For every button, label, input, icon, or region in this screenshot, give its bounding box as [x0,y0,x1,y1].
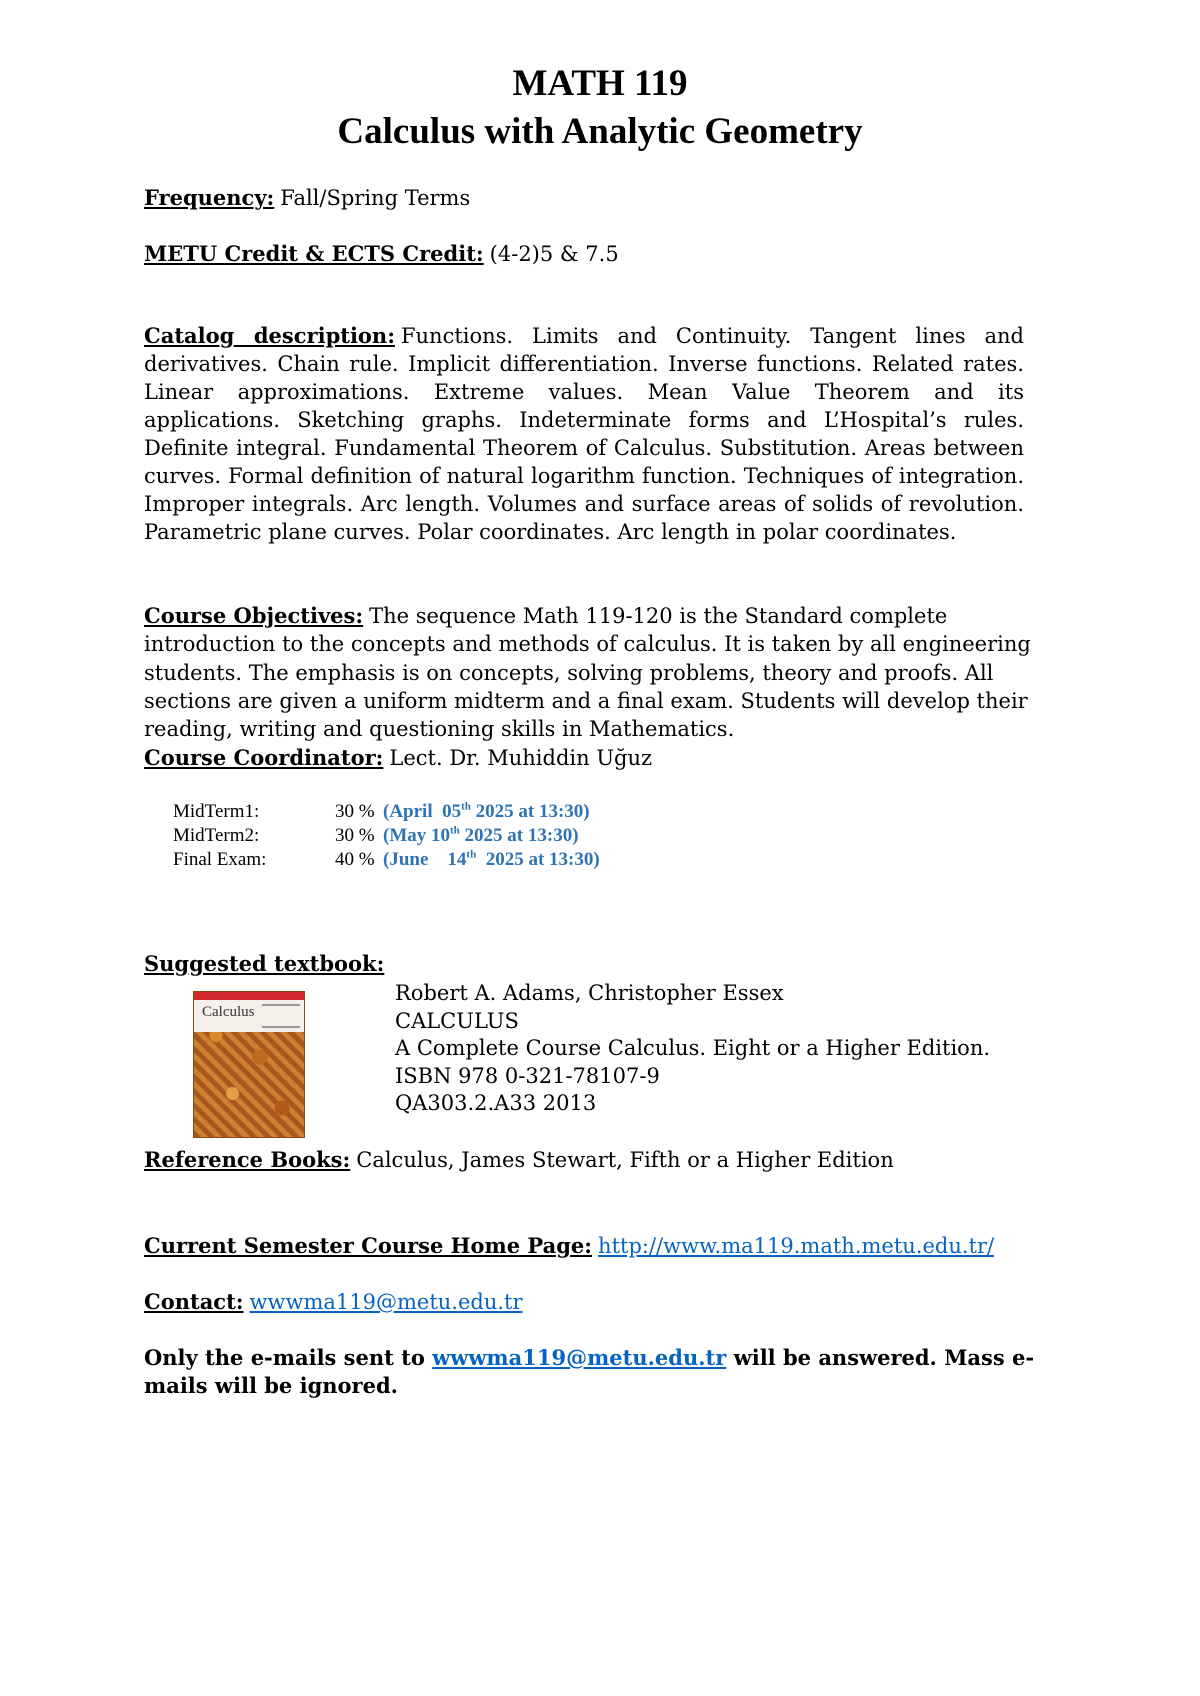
textbook-subtitle: A Complete Course Calculus. Eight or a Higher Edition. [395,1036,991,1060]
course-title: Calculus with Analytic Geometry [337,111,863,152]
email-note [144,1344,1074,1400]
grading-date: (April 05th 2025 at 13:30) [383,800,590,822]
grading-date: (May 10th 2025 at 13:30) [383,824,579,846]
homepage-row [144,1232,994,1260]
coordinator-label: Course Coordinator: [144,745,384,770]
grading-percent: 30 % [335,825,375,846]
textbook-heading [144,950,384,978]
note-text-post: will be answered. Mass e-mails will be ignored. [144,1345,1035,1398]
textbook-isbn: ISBN 978 0-321-78107-9 [395,1063,660,1088]
coordinator-value: Lect. Dr. Muhiddin Uğuz [389,746,653,770]
reference-label: Reference Books: [144,1147,351,1172]
contact-label: Contact: [144,1289,244,1314]
grading-date: (June 14th 2025 at 13:30) [383,848,600,870]
grading-name: Final Exam: [173,849,267,870]
course-code: MATH 119 [512,63,688,104]
course-objectives [144,602,1074,743]
catalog-label: Catalog description: [144,323,395,348]
grading-row [173,824,600,848]
frequency-value: Fall/Spring Terms [280,186,471,210]
reference-value: Calculus, James Stewart, Fifth or a Higher Edition [356,1148,894,1172]
frequency-label: Frequency: [144,185,275,210]
credit-value: (4-2)5 & 7.5 [489,242,619,266]
note-email-link[interactable]: wwwma119@metu.edu.tr [432,1345,727,1370]
cover-band [194,992,304,1000]
homepage-link[interactable]: http://www.ma119.math.metu.edu.tr/ [598,1234,995,1258]
grading-row [173,848,600,872]
grading-row [173,800,600,824]
textbook-authors: Robert A. Adams, Christopher Essex [395,981,784,1005]
grading-percent: 40 % [335,849,375,870]
grading-percent: 30 % [335,801,375,822]
reference-row [144,1146,894,1174]
textbook-details [395,980,990,1118]
homepage-label: Current Semester Course Home Page: [144,1233,593,1258]
objectives-label: Course Objectives: [144,603,364,628]
textbook-title: CALCULUS [395,1008,519,1033]
frequency-row [144,184,470,212]
cover-title: Calculus [202,1004,255,1020]
grading-name: MidTerm1: [173,801,260,822]
textbook-call-number: QA303.2.A33 2013 [395,1091,597,1115]
contact-row [144,1288,523,1316]
catalog-description [144,322,1024,546]
grading-name: MidTerm2: [173,825,260,846]
catalog-text: Functions. Limits and Continuity. Tangent lines and derivatives. Chain rule. Implicit differentiation. Inverse functions. Related rates. Linear approximations. Extreme values. Mean Value Theorem and its applications. Sketching graphs. Indeterminate forms and L’Hospital’s rules. Definite integral. Fundamental Theorem of Calculus. Substitution. Areas between curves. Formal definition of natural logarithm function. Techniques of integration. Improper integrals. Arc length. Volumes and surface areas of solids of revolution. Parametric plane curves. Polar coordinates. Arc length in polar coordinates. [144,324,1024,544]
credit-row [144,240,619,268]
note-text-pre: Only the e-mails sent to [144,1345,433,1370]
grading-table [173,800,600,872]
textbook-cover-image [193,991,305,1138]
coordinator-row [144,744,652,772]
textbook-label: Suggested textbook: [144,951,385,976]
cover-author-lines [262,1004,300,1028]
contact-email-link[interactable]: wwwma119@metu.edu.tr [249,1290,523,1314]
objectives-text: The sequence Math 119-120 is the Standard complete introduction to the concepts and methods of calculus. It is taken by all engineering students. The emphasis is on concepts, solving problems, theory and proofs. All sections are given a uniform midterm and a final exam. Students will develop their reading, writing and questioning skills in Mathematics. [144,604,1031,742]
credit-label: METU Credit & ECTS Credit: [144,241,484,266]
